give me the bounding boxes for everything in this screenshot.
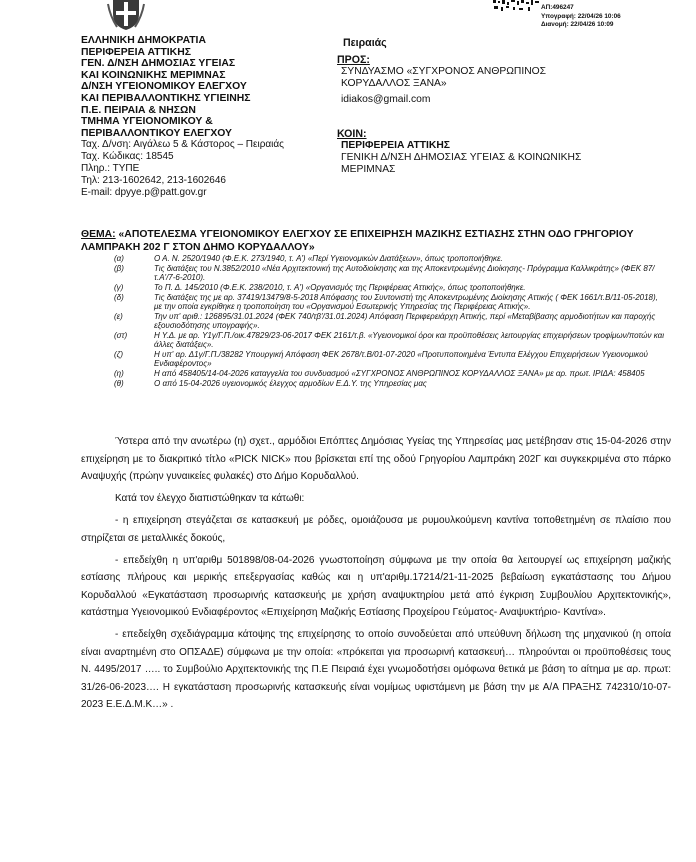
sender-line: ΚΑΙ ΚΟΙΝΩΝΙΚΗΣ ΜΕΡΙΜΝΑΣ [81,69,226,81]
document-city: Πειραιάς [343,37,387,49]
sender-line: Π.Ε. ΠΕΙΡΑΙΑ & ΝΗΣΩΝ [81,104,196,116]
reference-mark: (ε) [114,311,123,321]
reference-text: Το Π. Δ. 145/2010 (Φ.Ε.Κ. 238/2010, τ. Α') «Οργανισμός της Περιφέρειας Αττικής», όπως τροποποιήθηκε. [154,282,526,292]
subject-text: «ΑΠΟΤΕΛΕΣΜΑ ΥΓΕΙΟΝΟΜΙΚΟΥ ΕΛΕΓΧΟΥ ΣΕ ΕΠΙΧΕΙΡΗΣΗ ΜΑΖΙΚΗΣ ΕΣΤΙΑΣΗΣ ΣΤΗΝ ΟΔΟ ΓΡΗΓΟΡΙΟΥ ΛΑΜΠΡΑΚΗ 202 Γ ΣΤΟΝ ΔΗΜΟ ΚΟΡΥΔΑΛΛΟΥ» [81,229,634,253]
sender-line: ΤΜΗΜΑ ΥΓΕΙΟΝΟΜΙΚΟΥ & [81,116,213,128]
cc-block [341,140,676,176]
cc-line: ΜΕΡΙΜΝΑΣ [341,164,396,175]
recipient-block [341,66,661,90]
body-paragraph: - η επιχείρηση στεγάζεται σε κατασκευή με ρόδες, ομοιάζουσα με ρυμουλκούμενη καντίνα τοποθετημένη σε πλαίσιο που στηρίζεται σε μεταλλικές δοκούς, [81,515,671,544]
sender-contact: Πληρ.: ΤΥΠΕ [81,162,140,174]
reference-item [114,312,674,331]
sender-line: ΠΕΡΙΦΕΡΕΙΑ ΑΤΤΙΚΗΣ [81,46,191,58]
recipient-label: ΠΡΟΣ: [337,54,370,66]
sender-block [81,35,361,198]
sender-line: ΠΕΡΙΒΑΛΛΟΝΤΙΚΟΥ ΕΛΕΓΧΟΥ [81,127,232,139]
reference-mark: (στ) [114,330,128,340]
sender-address: Ταχ. Δ/νση: Αιγάλεω 5 & Κάστορος – Πειραιάς [81,139,284,151]
reference-text: Τις διατάξεις του Ν.3852/2010 «Νέα Αρχιτεκτονική της Αυτοδιοίκησης και της Αποκεντρωμένης Διοίκησης- Πρόγραμμα Καλλικράτης» (ΦΕΚ 87/τ.Α'/7-6-2010). [154,263,655,283]
reference-mark: (β) [114,263,124,273]
reference-text: Ο από 15-04-2026 υγειονομικός έλεγχος αρμοδίων Ε.Δ.Υ. της Υπηρεσίας μας [154,378,427,388]
sender-line: Δ/ΝΣΗ ΥΓΕΙΟΝΟΜΙΚΟΥ ΕΛΕΓΧΟΥ [81,81,247,93]
protocol-number: ΑΠ:496247 [541,4,574,11]
body-paragraph: - επεδείχθη η υπ'αριθμ 501898/08-04-2026 γνωστοποίηση σύμφωνα με την οποία θα λειτουργεί ως επιχείρηση μαζικής εστίασης πλήρους και μερικής επεξεργασίας καθώς και η υπ'αριθμ.17214/21-11-2025 βεβαίωση εγκατάστασης του Δήμου Κορυδαλλού «Εγκατάσταση προσωρινής κατασκευής με χρήση αναψυκτηρίου μετά από έγκριση Συμβουλίου Αρχιτεκτονικής», κατάστημα Υγειονομικού Ενδιαφέροντος «Επιχείρηση Μαζικής Εστίασης Προχείρου Γεύματος- Αναψυκτήριο- Καντίνα». [81,554,671,618]
reference-item [114,350,674,369]
body-paragraph: - επεδείχθη σχεδιάγραμμα κάτοψης της επιχείρησης το οποίο συνοδεύεται από υπεύθυνη δήλωση της μηχανικού (η οποία είναι αναρτημένη στο ΟΠΣΑΔΕ) σύμφωνα με την οποία: «πρόκειται για προσωρινή κατασκευή… πληρούνται οι προϋποθέσεις τους Ν. 4495/2017 ….. το Συμβούλιο Αρχιτεκτονικής της Π.Ε Πειραιά έχει γνωμοδοτήσει ομόφωνα θετικά με βάση το αίτημα με αρ. πρωτ: 31/26-06-2023…. Η εγκατάσταση προσωρινής κατασκευής είναι νομίμως υφιστάμενη με βάση την με Α/Α ΠΡΑΞΗΣ 742310/10-07-2023 Ε.Ε.Δ.Μ.Κ…» . [81,629,671,710]
sender-line: ΚΑΙ ΠΕΡΙΒΑΛΛΟΝΤΙΚΗΣ ΥΓΙΕΙΝΗΣ [81,92,251,104]
reference-text: Ο Α. Ν. 2520/1940 (Φ.Ε.Κ. 273/1940, τ. Α') «Περί Υγειονομικών Διατάξεων», όπως τροποποιήθηκε. [154,254,503,263]
sender-email: E-mail: dpyye.p@patt.gov.gr [81,186,207,198]
cc-line: ΓΕΝΙΚΗ Δ/ΝΣΗ ΔΗΜΟΣΙΑΣ ΥΓΕΙΑΣ & ΚΟΙΝΩΝΙΚΗΣ [341,152,582,163]
reference-mark: (α) [114,254,124,263]
reference-mark: (ζ) [114,349,124,359]
recipient-line: ΣΥΝΔΥΑΣΜΟ «ΣΥΓΧΡΟΝΟΣ ΑΝΘΡΩΠΙΝΟΣ [341,66,547,77]
reference-item [114,331,674,350]
reference-item [114,293,674,312]
sender-phone: Τηλ: 213-1602642, 213-1602646 [81,174,226,186]
reference-mark: (θ) [114,378,124,388]
reference-text: Η υπ' αρ. Δ1γ/Γ.Π./38282 Υπουργική Απόφαση ΦΕΚ 2678/τ.Β/01-07-2020 «Προτυποποιημένα Έντυπα Ελέγχου Επιχειρήσεων Υγειονομικού Ενδιαφέροντος» [154,349,648,369]
body-paragraph: Ύστερα από την ανωτέρω (η) σχετ., αρμόδιοι Επόπτες Δημόσιας Υγείας της Υπηρεσίας μας μετέβησαν στις 15-04-2026 στην επιχείρηση με το διακριτικό τίτλο «PICK NICK» που βρίσκεται επί της οδού Γρηγορίου Λαμπράκη 202Γ και συγκεκριμένα στο πάρκο Αναψυχής (πρώην γυναικείες φυλακές) στο Δήμο Κορυδαλλού. [81,436,671,482]
reference-item [114,283,674,292]
signature-timestamp: Υπογραφή: 22/04/26 10:06 [541,12,621,20]
subject-line [81,229,666,254]
sender-postcode: Ταχ. Κώδικας: 18545 [81,151,174,163]
reference-text: Την υπ' αριθ.: 126895/31.01.2024 (ΦΕΚ 740/τβ'/31.01.2024) Απόφαση Περιφερειάρχη Αττικής, περί «Μεταβίβασης αρμοδιοτήτων και παροχής εξουσιοδότησης υπογραφής». [154,311,656,331]
sender-line: ΓΕΝ. Δ/ΝΣΗ ΔΗΜΟΣΙΑΣ ΥΓΕΙΑΣ [81,58,236,70]
body-text [81,433,671,718]
reference-item [114,379,674,388]
reference-text: Τις διατάξεις της με αρ. 37419/13479/8-5-2018 Απόφασης του Συντονιστή της Αποκεντρωμένης Διοίκησης Αττικής ( ΦΕΚ 1661/τ.Β/11-05-2018), με την οποία εγκρίθηκε η τροποποίηση του «Οργανισμού Εσωτερικής Υπηρεσίας της Περιφέρειας Αττικής». [154,292,658,311]
reference-mark: (δ) [114,292,124,302]
reference-mark: (η) [114,369,124,379]
sender-line: ΕΛΛΗΝΙΚΗ ΔΗΜΟΚΡΑΤΙΑ [81,35,206,46]
reference-item [114,369,674,378]
reference-text: Η από 458405/14-04-2026 καταγγελία του συνδυασμού «ΣΥΓΧΡΟΝΟΣ ΑΝΘΡΩΠΙΝΟΣ ΚΟΡΥΔΑΛΛΟΣ ΞΑΝΑ» με αρ. πρωτ. ΙΡΙΔΑ: 458405 [154,369,645,379]
reference-item [114,264,674,283]
cc-label: ΚΟΙΝ: [337,128,367,140]
reference-item [114,254,674,263]
body-paragraph: Κατά τον έλεγχο διαπιστώθηκαν τα κάτωθι: [115,493,305,504]
subject-label: ΘΕΜΑ: [81,229,116,240]
distribution-timestamp: Διανομή: 22/04/26 10:09 [541,21,614,28]
recipient-line: ΚΟΡΥΔΑΛΛΟΣ ΞΑΝΑ» [341,78,447,89]
reference-mark: (γ) [114,282,124,292]
references-list [114,254,674,389]
recipient-email: idiakos@gmail.com [341,94,431,105]
reference-text: Η Υ.Δ. με αρ. Υ1γ/Γ.Π./οικ.47829/23-06-2017 ΦΕΚ 2161/τ.β. «Υγειονομικοί όροι και προϋποθέσεις λειτουργίας επιχειρήσεων τροφίμων/ποτών και άλλες διατάξεις». [154,330,664,350]
protocol-stamp [541,4,691,30]
cc-line: ΠΕΡΙΦΕΡΕΙΑ ΑΤΤΙΚΗΣ [341,140,450,151]
greek-coat-of-arms-emblem [107,0,145,30]
